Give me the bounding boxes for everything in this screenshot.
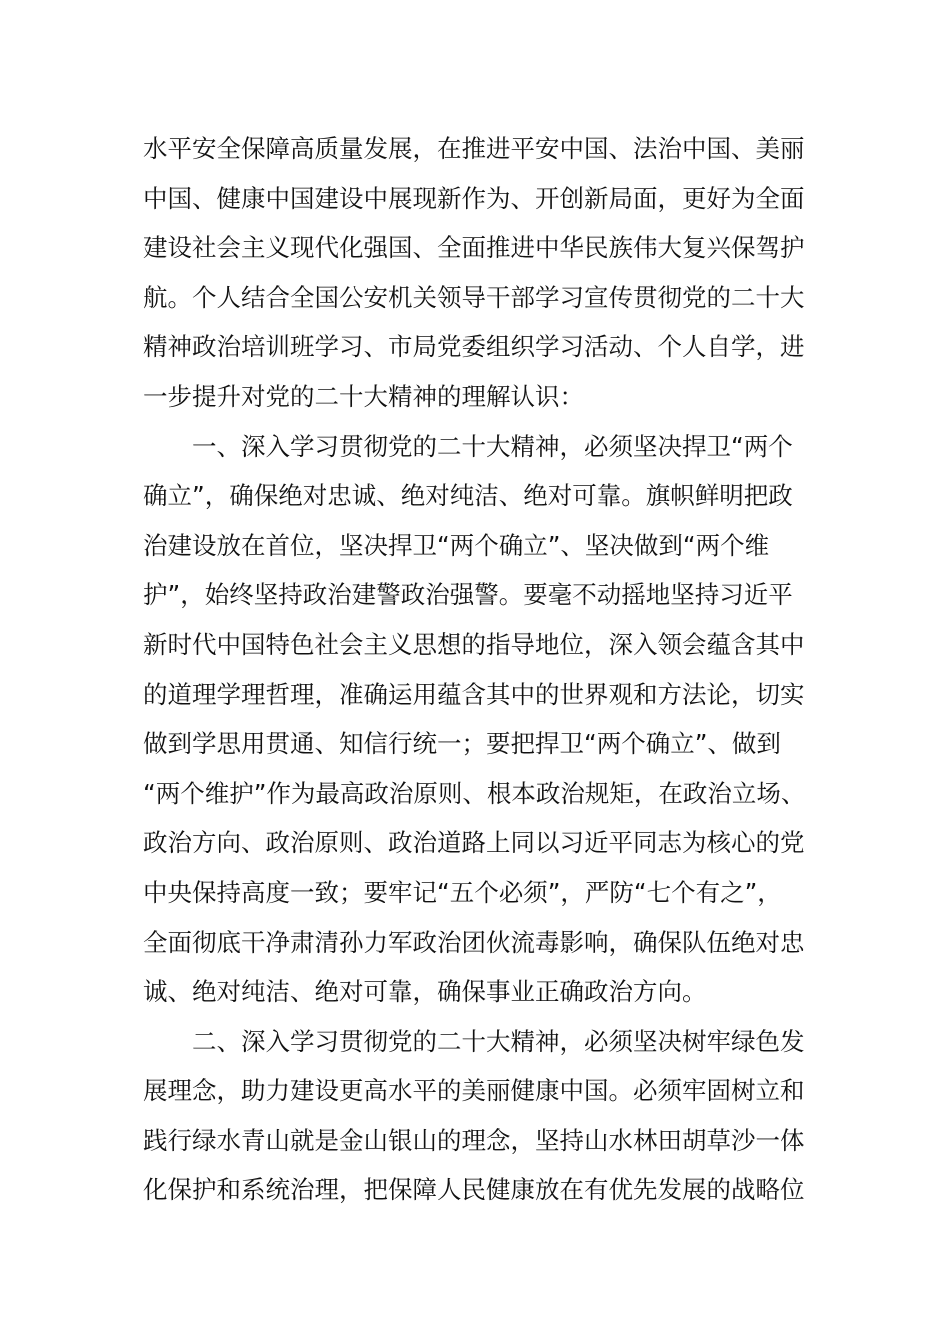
text-line: 治建设放在首位，坚决捍卫“两个确立”、坚决做到“两个维: [143, 530, 770, 560]
text-line: 二、深入学习贯彻党的二十大精神，必须坚决树牢绿色发: [143, 1026, 805, 1056]
text-line: 化保护和系统治理，把保障人民健康放在有优先发展的战略位: [143, 1175, 805, 1205]
text-line: 践行绿水青山就是金山银山的理念，坚持山水林田胡草沙一体: [143, 1125, 805, 1155]
text-line: 确立”，确保绝对忠诚、绝对纯洁、绝对可靠。旗帜鲜明把政: [143, 481, 793, 511]
text-line: 展理念，助力建设更高水平的美丽健康中国。必须牢固树立和: [143, 1076, 805, 1106]
text-line: 中央保持高度一致；要牢记“五个必须”，严防“七个有之”，: [143, 877, 782, 907]
text-line: 一步提升对党的二十大精神的理解认识：: [143, 381, 584, 411]
text-line: 中国、健康中国建设中展现新作为、开创新局面，更好为全面: [143, 183, 805, 213]
text-line: 的道理学理哲理，准确运用蕴含其中的世界观和方法论，切实: [143, 679, 805, 709]
text-line: 新时代中国特色社会主义思想的指导地位，深入领会蕴含其中: [143, 629, 805, 659]
text-line: 诚、绝对纯洁、绝对可靠，确保事业正确政治方向。: [143, 977, 707, 1007]
body-text: [143, 124, 807, 1215]
text-line: 一、深入学习贯彻党的二十大精神，必须坚决捍卫“两个: [143, 431, 793, 461]
text-line: 全面彻底干净肃清孙力军政治团伙流毒影响，确保队伍绝对忠: [143, 927, 805, 957]
text-line: 做到学思用贯通、知信行统一；要把捍卫“两个确立”、做到: [143, 729, 781, 759]
text-line: 政治方向、政治原则、政治道路上同以习近平同志为核心的党: [143, 828, 805, 858]
text-line: 航。个人结合全国公安机关领导干部学习宣传贯彻党的二十大: [143, 282, 805, 312]
text-line: “两个维护”作为最高政治原则、根本政治规矩，在政治立场、: [143, 778, 806, 808]
text-line: 精神政治培训班学习、市局党委组织学习活动、个人自学，进: [143, 332, 805, 362]
text-line: 护”，始终坚持政治建警政治强警。要毫不动摇地坚持习近平: [143, 580, 793, 610]
text-line: 水平安全保障高质量发展，在推进平安中国、法治中国、美丽: [143, 134, 805, 163]
text-line: 建设社会主义现代化强国、全面推进中华民族伟大复兴保驾护: [143, 233, 805, 263]
